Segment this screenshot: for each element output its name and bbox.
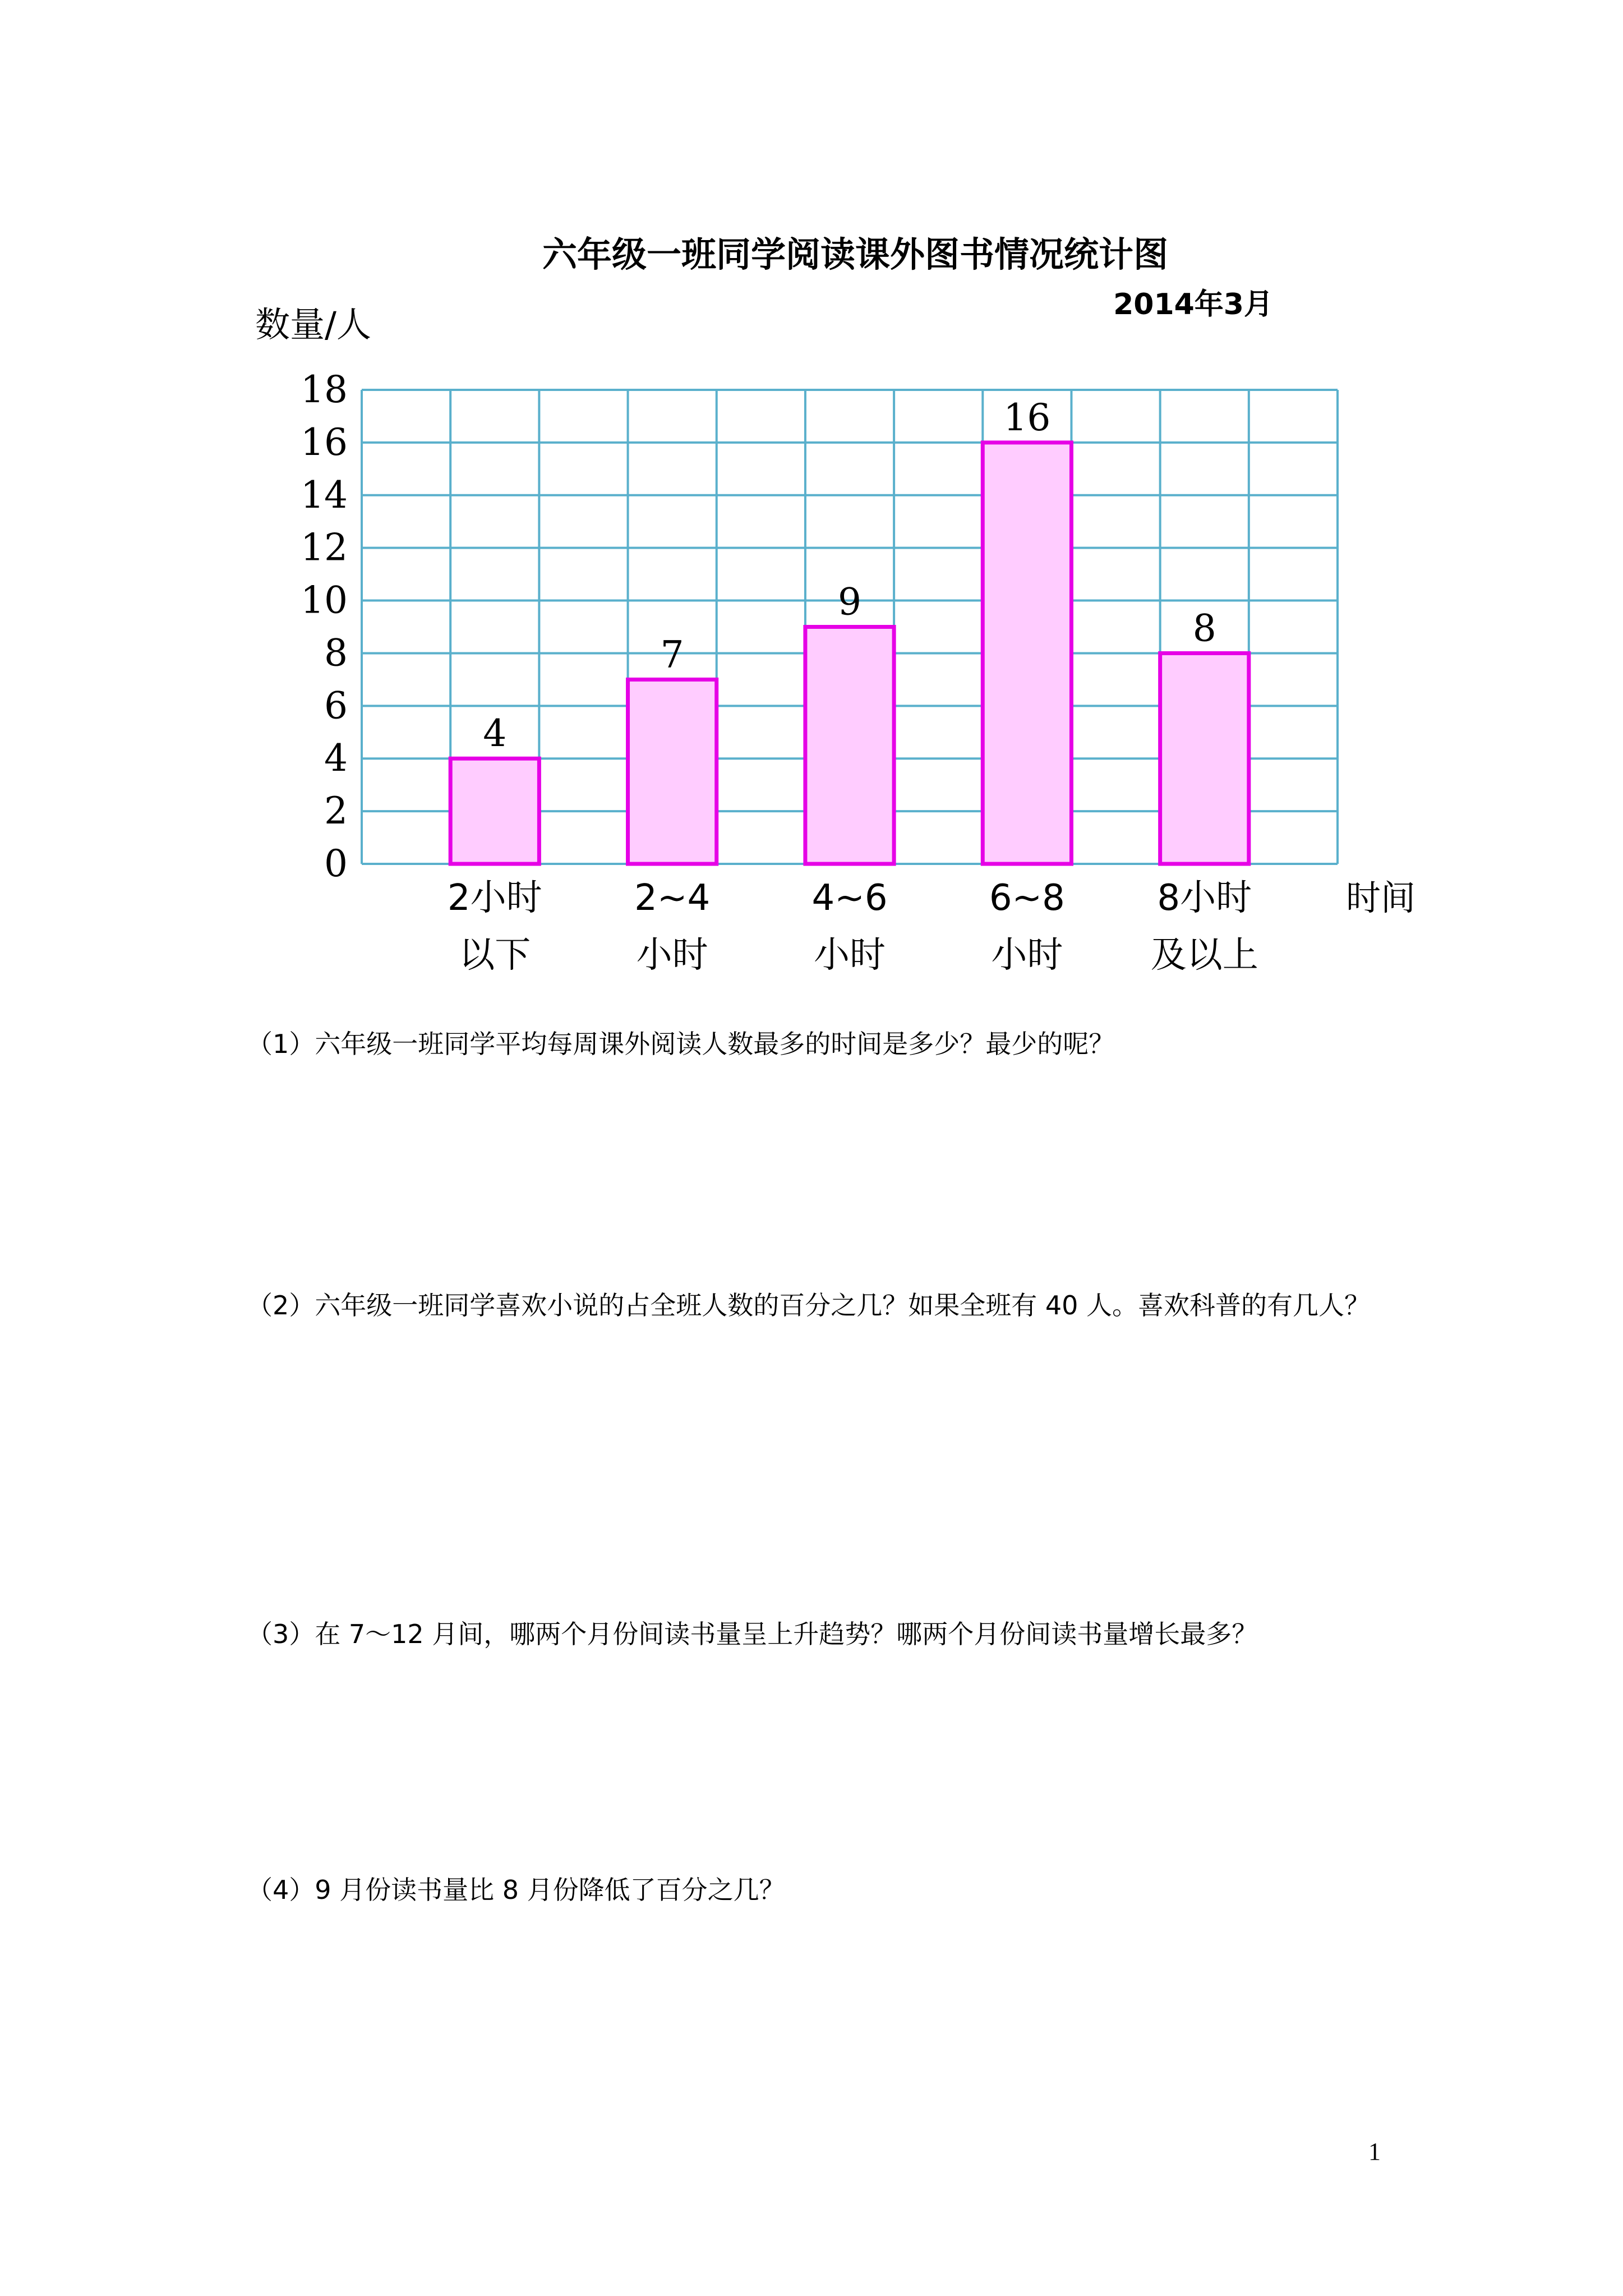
x-tick-label: 2小时 (447, 877, 542, 919)
x-tick-label: 6~8 (989, 877, 1065, 919)
x-tick-label: 小时 (814, 935, 886, 976)
y-tick-label: 14 (301, 473, 348, 517)
x-tick-label: 以下 (459, 935, 531, 976)
bar (1160, 653, 1249, 864)
data-label: 16 (1003, 395, 1051, 439)
x-axis-label: 时间 (1346, 877, 1416, 918)
y-tick-label: 2 (324, 789, 348, 833)
bar-chart (0, 0, 1623, 1010)
y-tick-labels (301, 368, 348, 885)
question-4: （4）9 月份读书量比 8 月份降低了百分之几？ (247, 1875, 785, 1905)
y-axis-label: 数量/人 (255, 304, 371, 345)
y-tick-label: 16 (301, 420, 348, 464)
data-label: 9 (838, 580, 861, 624)
y-tick-label: 12 (301, 526, 348, 569)
data-label: 4 (483, 712, 507, 756)
x-tick-label: 小时 (991, 935, 1063, 976)
bar (805, 627, 894, 864)
chart-title: 六年级一班同学阅读课外图书情况统计图 (542, 234, 1169, 275)
x-tick-label: 4~6 (811, 877, 888, 919)
y-tick-label: 10 (301, 578, 348, 622)
chart-subtitle: 2014年3月 (1113, 288, 1273, 321)
question-1: （1）六年级一班同学平均每周课外阅读人数最多的时间是多少？最少的呢？ (247, 1029, 1115, 1059)
x-tick-label: 及以上 (1150, 935, 1258, 976)
x-tick-label: 8小时 (1157, 877, 1252, 919)
x-tick-label: 2~4 (634, 877, 711, 919)
y-tick-label: 6 (324, 684, 348, 728)
question-2: （2）六年级一班同学喜欢小说的占全班人数的百分之几？如果全班有 40 人。喜欢科普的有几人？ (247, 1290, 1371, 1320)
y-tick-label: 18 (301, 368, 348, 411)
bar (983, 443, 1071, 864)
data-label: 8 (1192, 606, 1216, 650)
y-tick-label: 0 (324, 842, 348, 885)
x-tick-labels (448, 877, 1258, 976)
y-tick-label: 4 (324, 737, 348, 780)
bar (450, 758, 539, 864)
x-tick-label: 小时 (636, 935, 708, 976)
question-3: （3）在 7～12 月间，哪两个月份间读书量呈上升趋势？哪两个月份间读书量增长最多？ (247, 1619, 1258, 1649)
data-label: 7 (660, 633, 684, 677)
page-number: 1 (1368, 2138, 1381, 2165)
bar (628, 679, 717, 864)
y-tick-label: 8 (324, 631, 348, 675)
